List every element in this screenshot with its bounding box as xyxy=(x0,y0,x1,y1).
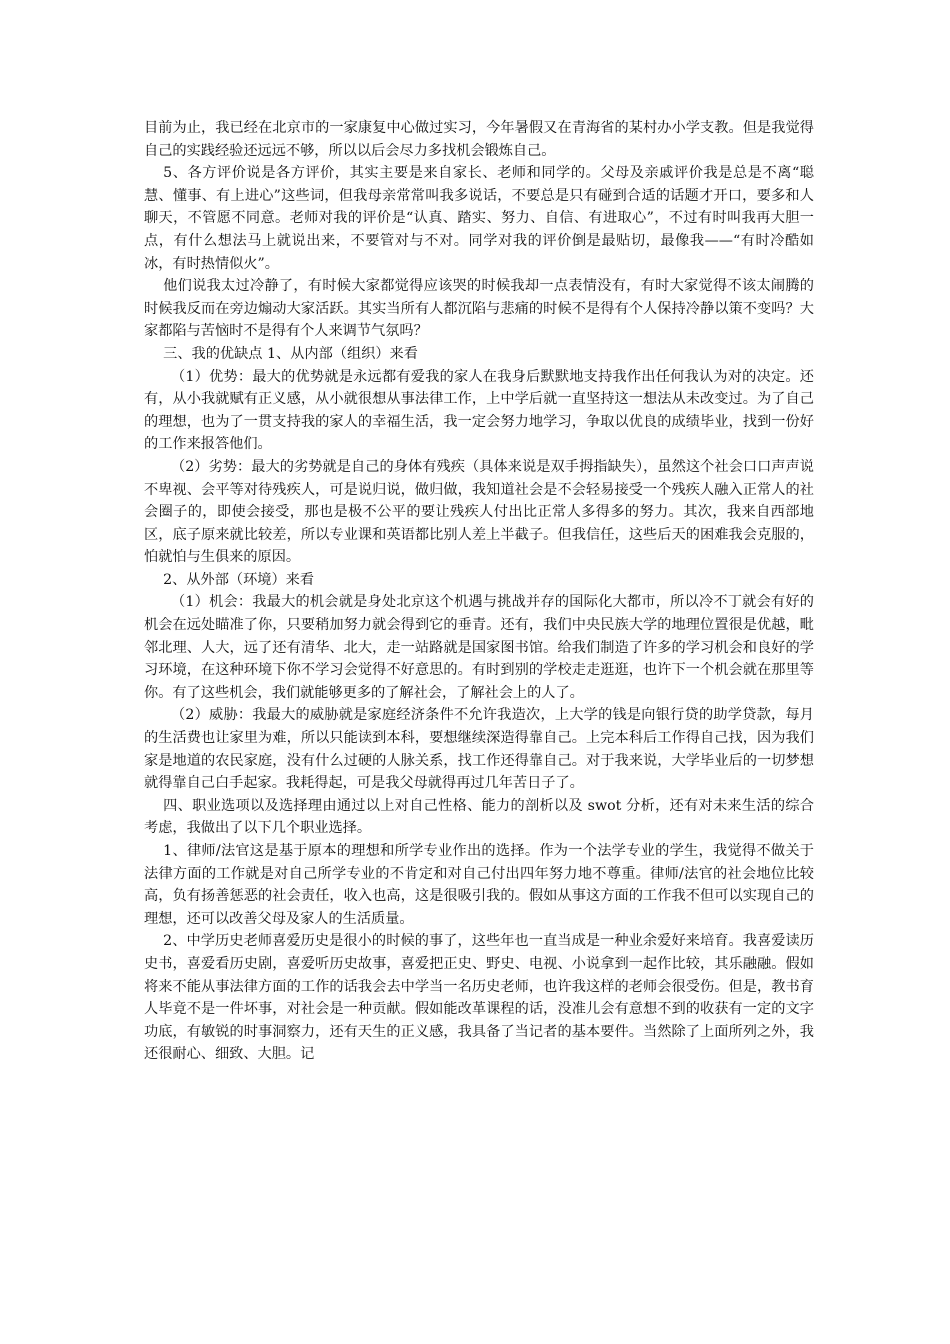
paragraph-threats: （2）威胁：我最大的威胁就是家庭经济条件不允许我造次，上大学的钱是向银行贷的助学贷款，每月的生活费也让家里为难，所以只能读到本科，要想继续深造得靠自己。上完本科后工作得自己找，因为我们家是地道的农民家庭，没有什么过硬的人脉关系，找工作还得靠自己。对于我来说，大学毕业后的一切梦想就得靠自己白手起家。我耗得起，可是我父母就得再过几年苦日子了。 xyxy=(144,707,814,792)
section-heading-career-options: 四、职业选项以及选择理由通过以上对自己性格、能力的剖析以及 swot 分析，还有对未来生活的综合考虑，我做出了以下几个职业选择。 xyxy=(144,797,814,837)
paragraph-opportunities: （1）机会：我最大的机会就是身处北京这个机遇与挑战并存的国际化大都市，所以冷不丁就会有好的机会在远处瞄准了你，只要稍加努力就会得到它的垂青。还有，我们中央民族大学的地理位置很是优越，毗邻北理、人大，远了还有清华、北大，走一站路就是国家图书馆。给我们制造了许多的学习机会和良好的学习环境，在这种环境下你不学习会觉得不好意思的。有时到别的学校走走逛逛，也许下一个机会就在那里等你。有了这些机会，我们就能够更多的了解社会，了解社会上的人了。 xyxy=(144,594,814,701)
paragraph-lawyer-judge: 1、律师/法官这是基于原本的理想和所学专业作出的选择。作为一个法学专业的学生，我觉得不做关于法律方面的工作就是对自己所学专业的不肯定和对自己付出四年努力地不尊重。律师/法官的社会地位比较高，负有扬善惩恶的社会责任，收入也高，这是很吸引我的。假如从事这方面的工作我不但可以实现自己的理想，还可以改善父母及家人的生活质量。 xyxy=(144,843,814,927)
paragraph-strengths: （1）优势：最大的优势就是永远都有爱我的家人在我身后默默地支持我作出任何我认为对的决定。还有，从小我就赋有正义感，从小就很想从事法律工作，上中学后就一直坚持这一想法从未改变过。为了自己的理想，也为了一贯支持我的家人的幸福生活，我一定会努力地学习，争取以优良的成绩毕业，找到一份好的工作来报答他们。 xyxy=(144,368,814,453)
section-heading-strengths-weaknesses: 三、我的优缺点 1、从内部（组织）来看 xyxy=(163,345,418,362)
paragraph-weaknesses: （2）劣势：最大的劣势就是自己的身体有残疾（具体来说是双手拇指缺失），虽然这个社会口口声声说不卑视、会平等对待残疾人，可是说归说，做归做，我知道社会是不会轻易接受一个残疾人融入正常人的社会圈子的，即使会接受，那也是极不公平的要让残疾人付出比正常人多得多的努力。其次，我来自西部地区，底子原来就比较差，所以专业课和英语都比别人差上半截子。但我信任，这些后天的困难我会克服的，怕就怕与生俱来的原因。 xyxy=(144,458,814,566)
document-page xyxy=(144,117,814,1066)
paragraph-classmates-comment: 他们说我太过冷静了，有时候大家都觉得应该哭的时候我却一点表情没有，有时大家觉得不该太闹腾的时候我反而在旁边煽动大家活跃。其实当所有人都沉陷与悲痛的时候不是得有个人保持冷静以策不变吗？大家都陷与苦恼时不是得有个人来调节气氛吗？ xyxy=(144,278,814,340)
paragraph-history-teacher: 2、中学历史老师喜爱历史是很小的时候的事了，这些年也一直当成是一种业余爱好来培育。我喜爱读历史书，喜爱看历史剧，喜爱听历史故事，喜爱把正史、野史、电视、小说拿到一起作比较，其乐融融。假如将来不能从事法律方面的工作的话我会去中学当一名历史老师，也许我这样的老师会很受伤。但是，教书育人毕竟不是一件坏事，对社会是一种贡献。假如能改革课程的话，没准儿会有意想不到的收获有一定的文字功底，有敏锐的时事洞察力，还有天生的正义感，我具备了当记者的基本要件。当然除了上面所列之外，我还很耐心、细致、大胆。记 xyxy=(144,933,814,1063)
subheading-external: 2、从外部（环境）来看 xyxy=(163,571,315,588)
paragraph-evaluations: 5、各方评价说是各方评价，其实主要是来自家长、老师和同学的。父母及亲戚评价我是总是不离“聪慧、懂事、有上进心”这些词，但我母亲常常叫我多说话，不要总是只有碰到合适的话题才开口，要多和人聊天，不管愿不同意。老师对我的评价是“认真、踏实、努力、自信、有进取心”，不过有时叫我再大胆一点，有什么想法马上就说出来，不要管对与不对。同学对我的评价倒是最贴切，最像我——“有时冷酷如冰，有时热情似火”。 xyxy=(144,165,814,272)
paragraph-practice-experience: 目前为止，我已经在北京市的一家康复中心做过实习，今年暑假又在青海省的某村办小学支教。但是我觉得自己的实践经验还远远不够，所以以后会尽力多找机会锻炼自己。 xyxy=(144,120,814,159)
